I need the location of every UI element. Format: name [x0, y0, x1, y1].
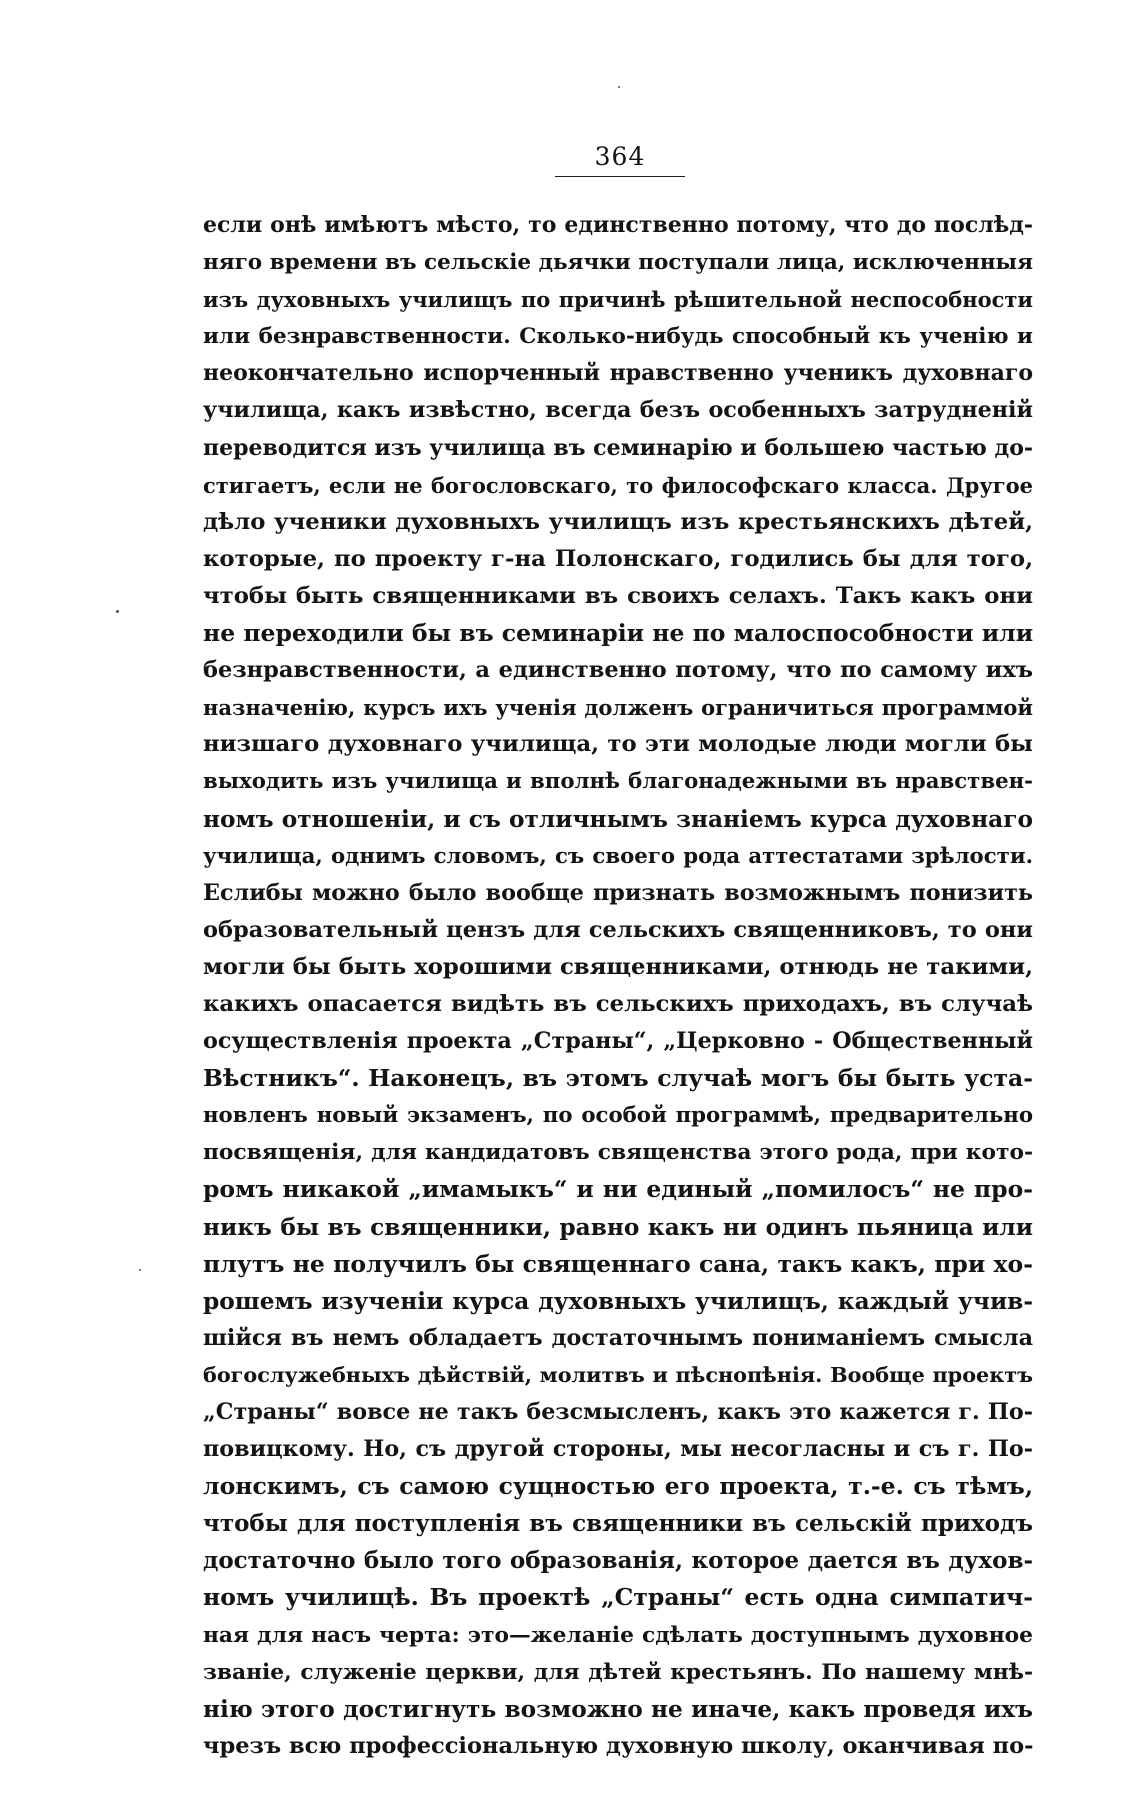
text-line: образовательный цензъ для сельскихъ священниковъ, то они — [203, 916, 1033, 943]
text-line: назначенію, курсъ ихъ ученія долженъ ограничиться программой — [203, 695, 1033, 721]
text-line: номъ училищѣ. Въ проектѣ „Страны“ есть одна симпатич- — [203, 1583, 1033, 1612]
text-line: училища, однимъ словомъ, съ своего рода аттестатами зрѣлости. — [203, 843, 1033, 869]
text-line: нію этого достигнуть возможно не иначе, какъ проведя ихъ — [203, 1695, 1033, 1723]
text-line: выходить изъ училища и вполнѣ благонадежными въ нравствен- — [203, 769, 1033, 795]
text-line: рошемъ изученіи курса духовныхъ училищъ, каждый учив- — [203, 1287, 1033, 1315]
text-line: чтобы для поступленія въ священники въ сельскій приходъ — [203, 1510, 1033, 1538]
text-line: низшаго духовнаго училища, то эти молодые люди могли бы — [203, 731, 1033, 758]
text-line: „Страны“ вовсе не такъ безсмысленъ, какъ это кажется г. По- — [203, 1399, 1033, 1425]
text-line: дѣло ученики духовныхъ училищъ изъ крестьянскихъ дѣтей, — [203, 508, 1033, 535]
text-line: чтобы быть священниками въ своихъ селахъ. Такъ какъ они — [203, 582, 1033, 609]
text-line: посвященія, для кандидатовъ священства этого рода, при кото- — [203, 1140, 1033, 1166]
text-line: какихъ опасается видѣть въ сельскихъ приходахъ, въ случаѣ — [203, 990, 1033, 1017]
text-line: чрезъ всю профессіональную духовную школу, оканчивая по- — [203, 1732, 1033, 1759]
print-speck — [139, 1269, 141, 1271]
header-rule — [555, 176, 685, 177]
text-line: ромъ никакой „имамыкъ“ и ни единый „помилосъ“ не про- — [203, 1175, 1033, 1204]
text-line: неокончательно испорченный нравственно ученикъ духовнаго — [203, 360, 1033, 387]
text-line: если онѣ имѣютъ мѣсто, то единственно потому, что до послѣд- — [203, 212, 1033, 238]
text-line: Вѣстникъ“. Наконецъ, въ этомъ случаѣ могъ бы быть уста- — [203, 1064, 1033, 1093]
text-line: безнравственности, а единственно потому, что по самому ихъ — [203, 657, 1033, 684]
text-line: званіе, служеніе церкви, для дѣтей крестьянъ. По нашему мнѣ- — [203, 1659, 1033, 1685]
body-text — [203, 207, 1033, 1765]
text-line: няго времени въ сельскіе дьячки поступали лица, исключенныя — [203, 250, 1033, 276]
text-line: шійся въ немъ обладаетъ достаточнымъ пониманіемъ смысла — [203, 1324, 1033, 1351]
text-line: или безнравственности. Сколько-нибудь способный къ ученію и — [203, 324, 1033, 350]
text-line: осуществленія проекта „Страны“, „Церковно - Общественный — [203, 1028, 1033, 1055]
text-line: новленъ новый экзаменъ, по особой программѣ, предварительно — [203, 1103, 1033, 1129]
text-line: училища, какъ извѣстно, всегда безъ особенныхъ затрудненій — [203, 397, 1033, 424]
text-line: никъ бы въ священники, равно какъ ни одинъ пьяница или — [203, 1213, 1033, 1241]
text-line: переводится изъ училища въ семинарію и большею частью до- — [203, 434, 1033, 461]
text-line: Еслибы можно было вообще признать возможнымъ понизить — [203, 879, 1033, 906]
text-line: достаточно было того образованія, которое дается въ духов- — [203, 1547, 1033, 1575]
text-line: номъ отношеніи, и съ отличнымъ знаніемъ курса духовнаго — [203, 805, 1033, 833]
page-number: 364 — [594, 142, 646, 171]
text-line: не переходили бы въ семинаріи не по малоспособности или — [203, 619, 1033, 648]
text-line: которые, по проекту г-на Полонскаго, годились бы для того, — [203, 545, 1033, 572]
text-line: лонскимъ, съ самою сущностью его проекта, т.-е. съ тѣмъ, — [203, 1472, 1033, 1501]
text-line: богослужебныхъ дѣйствій, молитвъ и пѣснопѣнія. Вообще проектъ — [203, 1362, 1033, 1387]
print-speck — [116, 610, 119, 613]
text-line: стигаетъ, если не богословскаго, то философскаго класса. Другое — [203, 472, 1033, 498]
text-line: плутъ не получилъ бы священнаго сана, такъ какъ, при хо- — [203, 1249, 1033, 1278]
text-line: изъ духовныхъ училищъ по причинѣ рѣшительной неспособности — [203, 287, 1033, 313]
print-speck — [618, 86, 620, 88]
text-line: повицкому. Но, съ другой стороны, мы несогласны и съ г. По- — [203, 1436, 1033, 1463]
text-line: могли бы быть хорошими священниками, отнюдь не такими, — [203, 953, 1033, 980]
text-line: ная для насъ черта: это—желаніе сдѣлать доступнымъ духовное — [203, 1622, 1033, 1648]
